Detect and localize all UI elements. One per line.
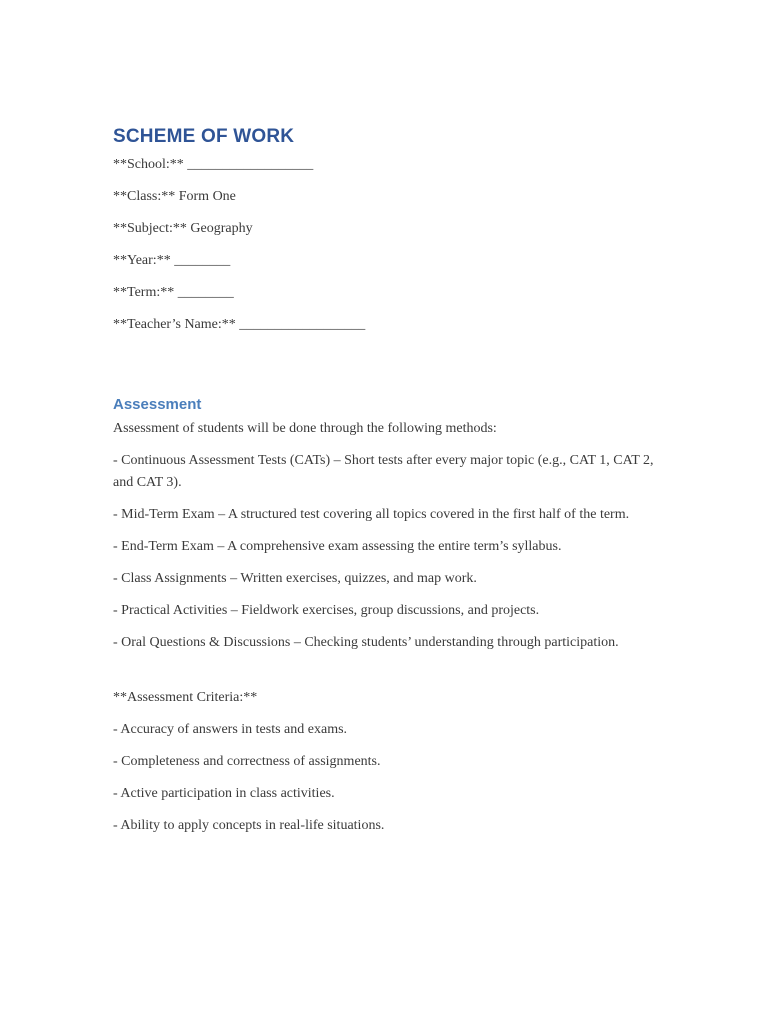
criteria-accuracy: - Accuracy of answers in tests and exams. <box>113 722 348 737</box>
assessment-method-mid-term: - Mid-Term Exam – A structured test covering all topics covered in the first half of the term. <box>113 507 630 522</box>
criteria-participation: - Active participation in class activities. <box>113 786 335 801</box>
document-title: SCHEME OF WORK <box>113 126 295 147</box>
assessment-intro: Assessment of students will be done through the following methods: <box>113 421 497 436</box>
field-year: **Year:** ________ <box>113 253 231 268</box>
assessment-method-cats: - Continuous Assessment Tests (CATs) – Short tests after every major topic (e.g., CAT 1, CAT 2, and CAT 3). <box>113 453 654 490</box>
assessment-method-practical: - Practical Activities – Fieldwork exercises, group discussions, and projects. <box>113 603 540 618</box>
assessment-method-end-term: - End-Term Exam – A comprehensive exam assessing the entire term’s syllabus. <box>113 539 562 554</box>
field-term: **Term:** ________ <box>113 285 234 300</box>
criteria-completeness: - Completeness and correctness of assignments. <box>113 754 381 769</box>
assessment-method-oral: - Oral Questions & Discussions – Checking students’ understanding through participation. <box>113 635 619 650</box>
assessment-method-class-assignments: - Class Assignments – Written exercises, quizzes, and map work. <box>113 571 477 586</box>
assessment-criteria-heading: **Assessment Criteria:** <box>113 690 258 705</box>
field-teacher-name: **Teacher’s Name:** __________________ <box>113 317 366 332</box>
field-class: **Class:** Form One <box>113 189 236 204</box>
field-subject: **Subject:** Geography <box>113 221 253 236</box>
field-school: **School:** __________________ <box>113 157 314 172</box>
assessment-section-heading: Assessment <box>113 396 202 413</box>
criteria-application: - Ability to apply concepts in real-life situations. <box>113 818 385 833</box>
